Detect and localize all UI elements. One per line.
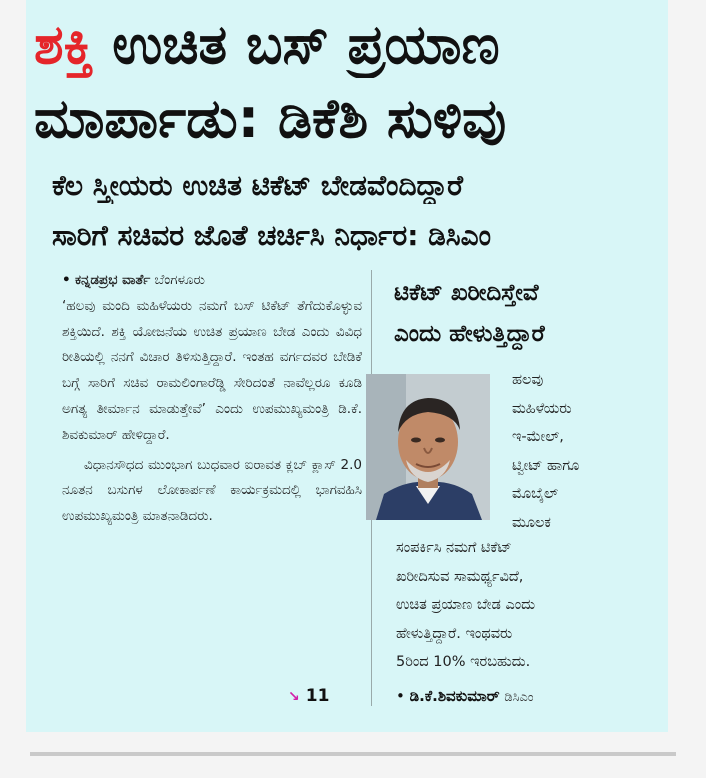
quote-body-line: ಖರೀದಿಸುವ ಸಾಮರ್ಥ್ಯವಿದೆ, (396, 568, 524, 585)
dateline-city: ಬೆಂಗಳೂರು (154, 272, 205, 288)
bullet-icon: • (62, 272, 71, 288)
quote-side-line: ಹಲವು (512, 372, 544, 388)
bullet-icon: • (396, 687, 405, 705)
arrow-down-right-icon: ↘ (288, 689, 300, 705)
quote-body-line: ಹೇಳುತ್ತಿದ್ದಾರೆ. ಇಂಥವರು (396, 625, 513, 642)
headline-accent-word: ಶಕ್ತಿ (34, 13, 94, 76)
portrait-illustration (366, 374, 490, 520)
quote-body-line: 5ರಿಂದ 10% ಇರಬಹುದು. (396, 654, 531, 670)
quote-side-line: ಟ್ವೀಟ್ ಹಾಗೂ (512, 457, 580, 474)
attribution-name: ಡಿ.ಕೆ.ಶಿವಕುಮಾರ್ (409, 687, 500, 705)
quote-side-line: ಮಹಿಳೆಯರು (512, 400, 572, 417)
attribution-title: ಡಿಸಿಎಂ (504, 690, 534, 705)
quote-body-line: ಉಚಿತ ಪ್ರಯಾಣ ಬೇಡ ಎಂದು (396, 597, 536, 613)
continued-page-number: 11 (305, 686, 330, 706)
page-fold-shadow (30, 752, 676, 756)
headline-line-1 (34, 12, 654, 78)
headline-line-1-text: ಉಚಿತ ಬಸ್ ಪ್ರಯಾಣ (93, 13, 500, 76)
quote-headline-line-1: ಟಿಕೆಟ್ ಖರೀದಿಸ್ತೇವೆ (394, 280, 539, 306)
subheadline-line-2: ಸಾರಿಗೆ ಸಚಿವರ ಜೊತೆ ಚರ್ಚಿಸಿ ನಿರ್ಧಾರ: ಡಿಸಿಎಂ (52, 219, 492, 252)
quote-body-text (396, 534, 646, 677)
news-source: ಕನ್ನಡಪ್ರಭ ವಾರ್ತೆ (74, 272, 151, 288)
headline-line-2: ಮಾರ್ಪಾಡು: ಡಿಕೆಶಿ ಸುಳಿವು (34, 87, 507, 150)
subheadline-line-1: ಕೆಲ ಸ್ತ್ರೀಯರು ಉಚಿತ ಟಿಕೆಟ್ ಬೇಡವೆಂದಿದ್ದಾರೆ (52, 169, 464, 202)
quote-side-line: ಮೊಬೈಲ್ (512, 486, 559, 502)
quote-body-line: ಸಂಪರ್ಕಿಸಿ ನಮಗೆ ಟಿಕೆಟ್ (396, 540, 512, 556)
dateline (62, 268, 362, 294)
article-paragraph-1: ‘ಹಲವು ಮಂದಿ ಮಹಿಳೆಯರು ನಮಗೆ ಬಸ್ ಟಿಕೆಟ್ ತೆಗೆದುಕೊಳ್ಳುವ ಶಕ್ತಿಯಿದೆ. ಶಕ್ತಿ ಯೋಜನೆಯ ಉಚಿತ ಪ್ರಯಾಣ ಬೇಡ ಎಂದು ವಿವಿಧ ರೀತಿಯಲ್ಲಿ ನನಗೆ ವಿಚಾರ ತಿಳಿಸುತ್ತಿದ್ದಾರೆ. ಇಂತಹ ವರ್ಗದವರ ಬೇಡಿಕೆ ಬಗ್ಗೆ ಸಾರಿಗೆ ಸಚಿವ ರಾಮಲಿಂಗಾರೆಡ್ಡಿ ಸೇರಿದಂತೆ ನಾವೆಲ್ಲರೂ ಕೂಡಿ ಅಗತ್ಯ ತೀರ್ಮಾನ ಮಾಡುತ್ತೇವೆ’ ಎಂದು ಉಪಮುಖ್ಯಮಂತ್ರಿ ಡಿ.ಕೆ. ಶಿವಕುಮಾರ್ ಹೇಳಿದ್ದಾರೆ. (62, 297, 362, 443)
continued-on-page (288, 686, 329, 706)
quote-attribution (396, 684, 656, 710)
portrait-photo (366, 374, 490, 520)
quote-headline-line-2: ಎಂದು ಹೇಳುತ್ತಿದ್ದಾರೆ (394, 321, 545, 347)
article-body (62, 268, 362, 530)
article-paragraph-2: ವಿಧಾನಸೌಧದ ಮುಂಭಾಗ ಬುಧವಾರ ಐರಾವತ ಕ್ಲಬ್ ಕ್ಲಾಸ್ 2.0 ನೂತನ ಬಸುಗಳ ಲೋಕಾರ್ಪಣೆ ಕಾರ್ಯಕ್ರಮದಲ್ಲಿ ಭಾಗವಹಿಸಿ ಉಪಮುಖ್ಯಮಂತ್ರಿ ಮಾತನಾಡಿದರು. (62, 456, 362, 525)
quote-side-text (512, 366, 642, 537)
quote-side-line: ಮೂಲಕ (512, 514, 551, 531)
quote-side-line: ಇ-ಮೇಲ್, (512, 429, 564, 445)
